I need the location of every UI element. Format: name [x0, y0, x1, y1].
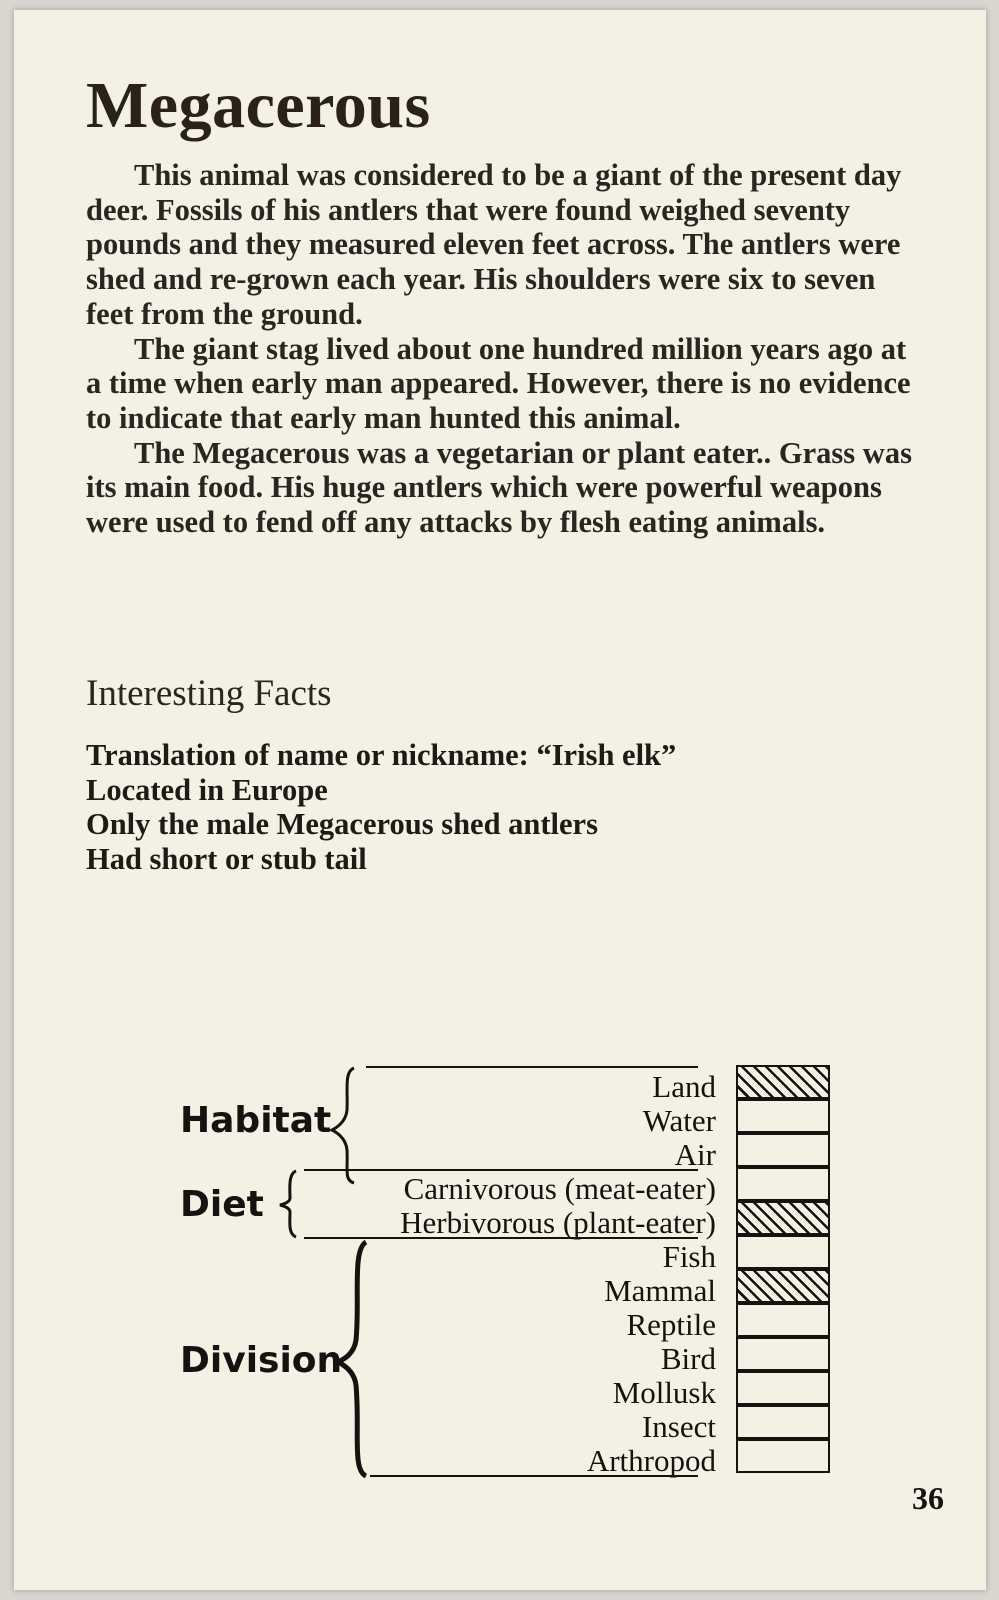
row-label: Reptile [626, 1307, 716, 1342]
classification-checkbox[interactable] [736, 1065, 830, 1099]
row-label: Insect [641, 1409, 716, 1444]
paragraph: The Megacerous was a vegetarian or plant eater.. Grass was its main food. His huge antlers which were powerful weapons were used to fend off any attacks by flesh eating animals. [86, 435, 912, 540]
row-label: Bird [660, 1341, 716, 1376]
row-label: Arthropod [586, 1443, 716, 1478]
diet-label: Diet [180, 1184, 264, 1225]
habitat-label: Habitat [180, 1100, 332, 1141]
classification-checkbox[interactable] [736, 1201, 830, 1235]
row-label: Mollusk [612, 1375, 716, 1410]
classification-checkbox[interactable] [736, 1303, 830, 1337]
classification-checkbox[interactable] [736, 1337, 830, 1371]
row-label: Herbivorous (plant-eater) [400, 1205, 716, 1240]
facts-heading: Interesting Facts [86, 673, 332, 714]
classification-checkbox[interactable] [736, 1167, 830, 1201]
paragraph: The giant stag lived about one hundred million years ago at a time when early man appeared. However, there is no evidence to indicate that early man hunted this animal. [86, 331, 911, 435]
row-label: Air [674, 1137, 716, 1172]
classification-checkbox[interactable] [736, 1269, 830, 1303]
classification-checkbox[interactable] [736, 1099, 830, 1133]
fact-item: Had short or stub tail [86, 841, 367, 876]
fact-item: Translation of name or nickname: “Irish elk” [86, 738, 677, 772]
paragraph: This animal was considered to be a giant of the present day deer. Fossils of his antlers that were found weighed seventy pounds and they measured eleven feet across. The antlers were shed and re-grown each year. His shoulders were six to seven feet from the ground. [86, 158, 902, 331]
row-label: Land [652, 1069, 716, 1104]
page-title: Megacerous [86, 69, 431, 142]
row-label: Fish [662, 1239, 716, 1274]
row-label: Carnivorous (meat-eater) [403, 1171, 716, 1206]
fact-card [14, 10, 986, 1590]
classification-checkbox[interactable] [736, 1133, 830, 1167]
classification-checkbox[interactable] [736, 1371, 830, 1405]
fact-item: Only the male Megacerous shed antlers [86, 807, 598, 841]
classification-checkbox[interactable] [736, 1235, 830, 1269]
page-number: 36 [912, 1480, 944, 1516]
division-label: Division [180, 1340, 343, 1381]
row-label: Water [642, 1103, 716, 1138]
classification-checkbox[interactable] [736, 1405, 830, 1439]
classification-checkbox[interactable] [736, 1439, 830, 1473]
fact-item: Located in Europe [86, 772, 328, 807]
row-label: Mammal [604, 1273, 716, 1308]
classification-table [14, 10, 986, 1590]
